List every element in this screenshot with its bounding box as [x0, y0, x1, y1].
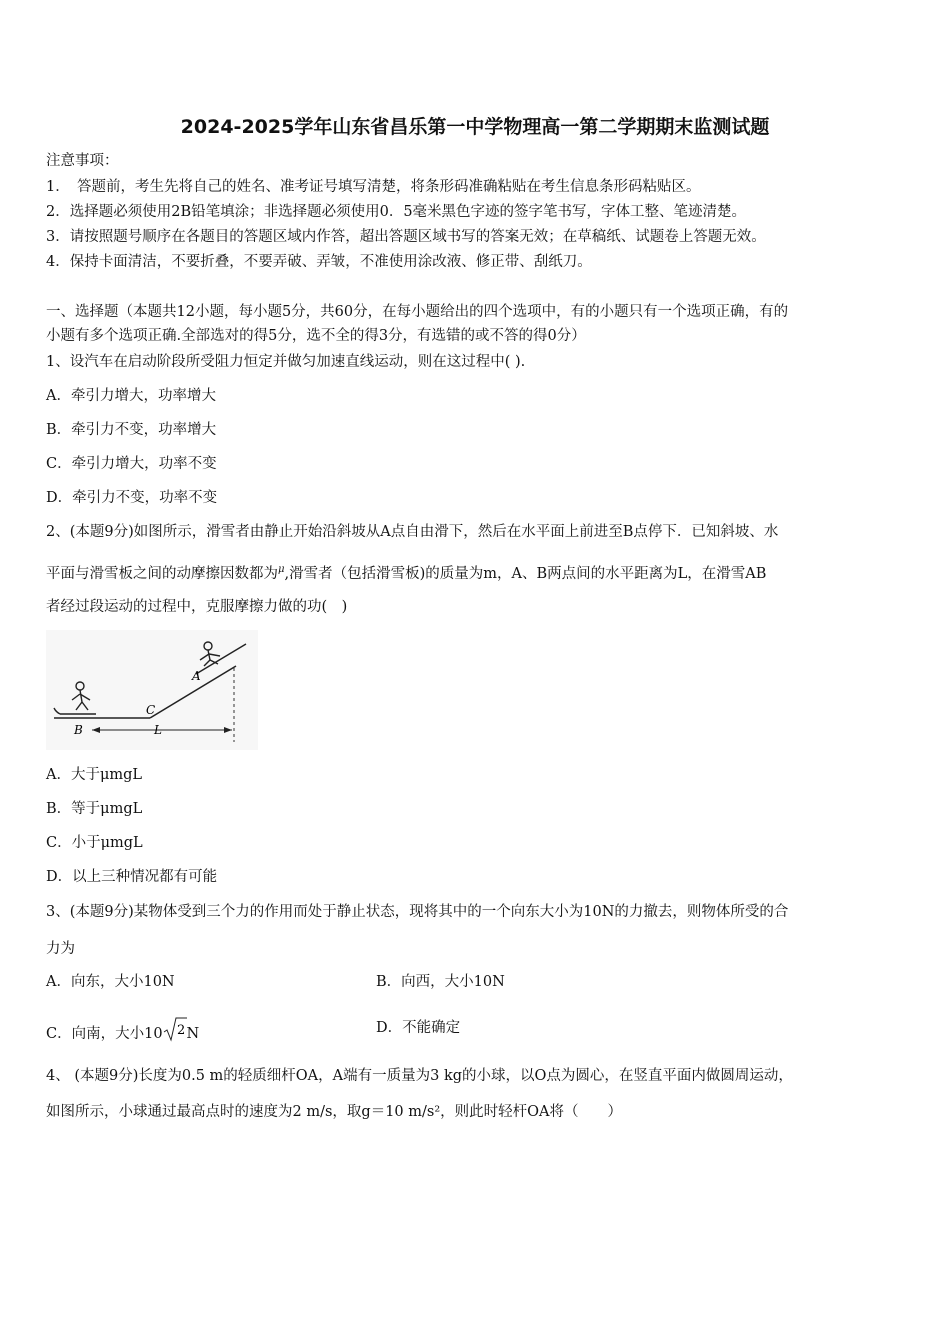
q2-slope-figure	[46, 630, 258, 750]
notice-item-4: 4．保持卡面清洁，不要折叠，不要弄破、弄皱，不准使用涂改液、修正带、刮纸刀。	[46, 254, 592, 270]
q2-option-a: A．大于μmgL	[46, 767, 143, 783]
q1-option-c: C．牵引力增大，功率不变	[46, 456, 217, 472]
section-heading-line-1: 一、选择题（本题共12小题，每小题5分，共60分，在每小题给出的四个选项中，有的小题只有一个选项正确，有的	[46, 304, 789, 320]
notice-item-3: 3．请按照题号顺序在各题目的答题区域内作答，超出答题区域书写的答案无效；在草稿纸、试题卷上答题无效。	[46, 229, 766, 245]
q2-stem-line-1: 2、(本题9分)如图所示，滑雪者由静止开始沿斜坡从A点自由滑下，然后在水平面上前进至B点停下．已知斜坡、水	[46, 524, 779, 540]
q1-option-a: A．牵引力增大，功率增大	[46, 388, 216, 404]
notice-item-1: 1． 答题前，考生先将自己的姓名、准考证号填写清楚，将条形码准确粘贴在考生信息条形码粘贴区。	[46, 179, 701, 195]
notice-item-2: 2．选择题必须使用2B铅笔填涂；非选择题必须使用0．5毫米黑色字迹的签字笔书写，字体工整、笔迹清楚。	[46, 204, 747, 220]
q4-stem-line-1: 4、 (本题9分)长度为0.5 m的轻质细杆OA，A端有一质量为3 kg的小球，以O点为圆心，在竖直平面内做圆周运动，	[46, 1068, 793, 1084]
q3-stem-line-1: 3、(本题9分)某物体受到三个力的作用而处于静止状态，现将其中的一个向东大小为10N的力撤去，则物体所受的合	[46, 904, 789, 920]
mu-symbol: μ	[278, 564, 285, 575]
q2-stem-line-3: 者经过段运动的过程中，克服摩擦力做的功( )	[46, 599, 348, 615]
q3-option-c-text: C．向南，大小10	[46, 1026, 163, 1042]
q4-stem-line-2: 如图所示，小球通过最高点时的速度为2 m/s，取g＝10 m/s²，则此时轻杆OA将（ ）	[46, 1104, 622, 1120]
q3-option-c	[46, 1016, 199, 1044]
q2-option-b: B．等于μmgL	[46, 801, 143, 817]
q1-option-d: D．牵引力不变，功率不变	[46, 490, 218, 506]
q2-stem-line-2b: ,滑雪者（包括滑雪板)的质量为m，A、B两点间的水平距离为L，在滑雪AB	[284, 566, 767, 582]
section-heading-line-2: 小题有多个选项正确.全部选对的得5分，选不全的得3分，有选错的或不答的得0分）	[46, 328, 586, 344]
q1-stem: 1、设汽车在启动阶段所受阻力恒定并做匀加速直线运动，则在这过程中( ).	[46, 354, 526, 370]
q2-stem-line-2a: 平面与滑雪板之间的动摩擦因数都为	[46, 566, 278, 582]
notice-heading: 注意事项：	[46, 153, 119, 169]
figure-label-a: A	[192, 669, 201, 683]
q1-option-b: B．牵引力不变，功率增大	[46, 422, 217, 438]
q2-stem-line-2	[46, 560, 766, 584]
figure-label-l: L	[154, 723, 162, 737]
page-title: 2024-2025学年山东省昌乐第一中学物理高一第二学期期末监测试题	[180, 116, 770, 138]
q3-stem-line-2: 力为	[46, 941, 75, 957]
sqrt-symbol	[163, 1016, 187, 1044]
sqrt-radicand: 2	[176, 1023, 185, 1038]
figure-label-b: B	[74, 723, 83, 737]
figure-label-c: C	[146, 703, 156, 717]
q2-option-c: C．小于μmgL	[46, 835, 143, 851]
q2-option-d: D．以上三种情况都有可能	[46, 869, 218, 885]
q3-option-b: B．向西，大小10N	[376, 974, 505, 990]
q3-option-a: A．向东，大小10N	[46, 974, 175, 990]
q3-option-c-unit: N	[186, 1026, 200, 1042]
q3-option-d: D．不能确定	[376, 1020, 461, 1036]
